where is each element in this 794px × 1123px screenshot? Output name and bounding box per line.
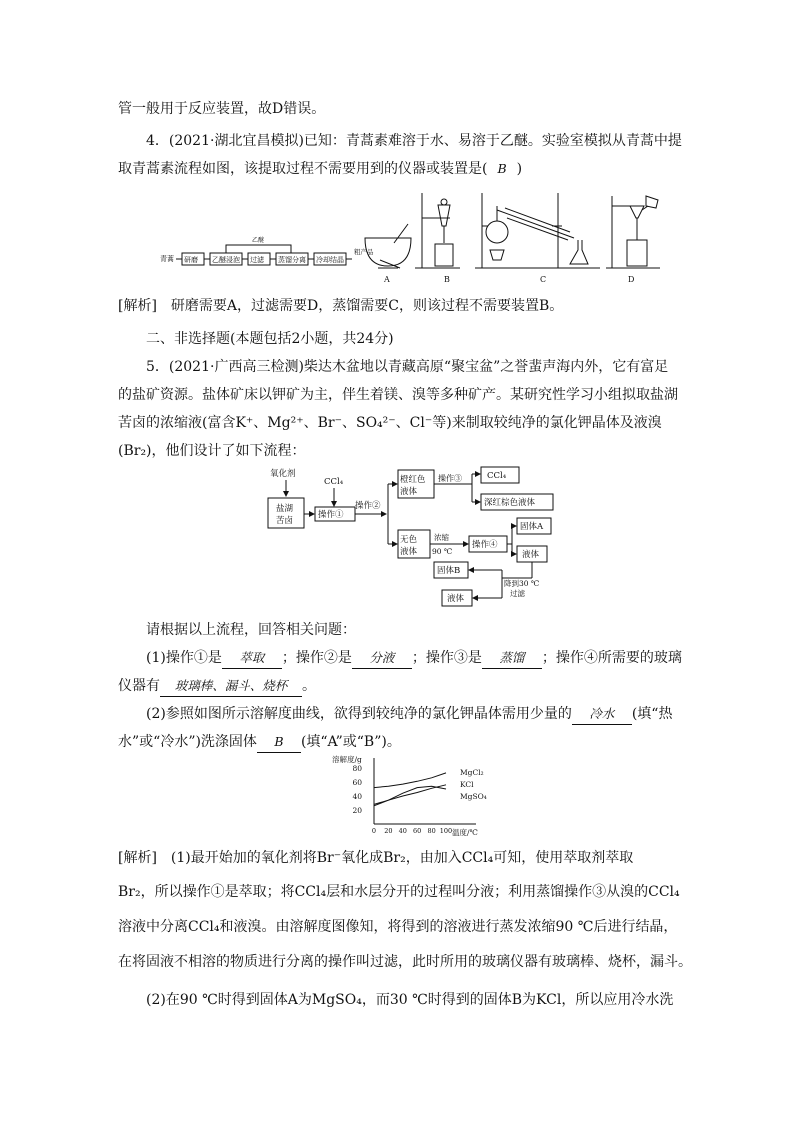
q5-analysis-4: 在将固液不相溶的物质进行分离的操作叫过滤，此时所用的玻璃仪器有玻璃棒、烧杯，漏斗。 — [118, 954, 692, 970]
flow-ccl4-out: CCl₄ — [487, 471, 507, 481]
q4-answer: B — [497, 161, 507, 176]
q4-flow-start: 青蒿 — [160, 255, 174, 263]
x-tick-label: 100 — [439, 827, 453, 835]
q4-analysis: [解析] 研磨需要A，过滤需要D，蒸馏需要C，则该过程不需要装置B。 — [118, 298, 564, 314]
q4-flow-step-3: 过滤 — [250, 256, 264, 264]
apparatus-b-separatory-funnel — [415, 193, 460, 284]
flow-solid-a: 固体A — [520, 522, 544, 532]
x-tick-label: 20 — [384, 827, 393, 835]
q5-line2: 的盐矿资源。盐体矿床以钾矿为主，伴生着镁、溴等多种矿产。某研究性学习小组拟取盐湖 — [118, 387, 678, 403]
q5-flowchart — [262, 462, 572, 614]
flow-liquid-2: 液体 — [447, 594, 465, 604]
y-tick-label: 60 — [352, 778, 362, 787]
flow-op1: 操作① — [318, 510, 344, 520]
x-axis-label: 温度/℃ — [452, 828, 478, 837]
answer-blank-op3: 蒸馏 — [482, 648, 542, 669]
series-line-1 — [374, 773, 446, 788]
x-tick-label: 80 — [427, 827, 436, 835]
flow-liquid: 液体 — [522, 550, 540, 560]
apparatus-label-b: B — [444, 275, 450, 284]
apparatus-label-d: D — [628, 275, 635, 284]
answer-blank-water: 冷水 — [572, 704, 632, 725]
q5-sub2-line2 — [118, 732, 401, 753]
q5-s1-b: ；操作②是 — [281, 650, 352, 666]
y-tick-label: 80 — [352, 764, 362, 773]
section-2-heading: 二、非选择题(本题包括2小题，共24分) — [146, 331, 394, 347]
q5-analysis-3: 溶液中分离CCl₄和液溴。由溶解度图像知，将得到的溶液进行蒸发浓缩90 ℃后进行结晶， — [118, 919, 678, 935]
flow-cool-1: 降到30 ℃ — [504, 579, 540, 588]
flow-op2: 操作② — [355, 501, 381, 511]
q4-flow-loop-label: 乙醚 — [252, 237, 265, 244]
flow-solid-b: 固体B — [437, 566, 461, 576]
answer-blank-op4-glass: 玻璃棒、漏斗、烧杯 — [160, 676, 302, 697]
text-line-p0: 管一般用于反应装置，故D错误。 — [118, 101, 326, 117]
solubility-chart — [330, 754, 510, 838]
q5-sub2-line1 — [146, 704, 672, 725]
flow-conc-1: 浓缩 — [434, 533, 449, 542]
flow-brine-2: 苦卤 — [276, 516, 294, 526]
series-line-3 — [374, 786, 446, 806]
q4-line2-close: ) — [516, 161, 523, 177]
q5-s2-b: (填“热 — [631, 706, 673, 722]
flow-conc-2: 90 ℃ — [432, 547, 453, 556]
q4-flow-step-2: 乙醚浸泡 — [212, 256, 240, 264]
q4-line2 — [118, 159, 522, 179]
apparatus-label-c: C — [540, 275, 547, 284]
q4-flow-end: 粗产品 — [354, 248, 374, 256]
q5-s1-a: (1)操作①是 — [146, 650, 222, 666]
q5-sub1-line2 — [118, 676, 316, 697]
flow-colorless-2: 液体 — [400, 547, 418, 557]
answer-blank-op2: 分液 — [352, 648, 412, 669]
q5-analysis-5: (2)在90 ℃时得到固体A为MgSO₄，而30 ℃时得到的固体B为KCl，所以应用冷水洗 — [146, 992, 674, 1008]
apparatus-d-filtration — [606, 196, 660, 284]
q4-line2-text: 取青蒿素流程如图，该提取过程不需要用到的仪器或装置是( — [118, 161, 488, 177]
answer-blank-op1: 萃取 — [222, 648, 282, 669]
series-label-3: MgSO₄ — [460, 792, 487, 801]
q5-analysis-2: Br₂，所以操作①是萃取；将CCl₄层和水层分开的过程叫分液；利用蒸馏操作③从溴的CCl₄ — [118, 884, 680, 900]
q5-line4: (Br₂)，他们设计了如下流程： — [118, 443, 306, 459]
q5-sub1-line1 — [146, 648, 682, 669]
series-label-1: MgCl₂ — [460, 767, 484, 777]
q4-flowchart — [160, 236, 374, 265]
flow-cool-2: 过滤 — [510, 589, 525, 598]
q5-s1-f: 。 — [302, 678, 316, 694]
x-tick-label: 60 — [413, 827, 422, 835]
q5-s1-c: ；操作③是 — [411, 650, 482, 666]
flow-orange-2: 液体 — [400, 487, 418, 497]
flow-brine-1: 盐湖 — [276, 504, 294, 514]
x-tick-label: 40 — [398, 827, 407, 835]
q5-line1: 5．(2021·广西高三检测)柴达木盆地以青藏高原“聚宝盆”之誉蜚声海内外，它有富足 — [146, 359, 669, 375]
flow-colorless-1: 无色 — [400, 535, 418, 545]
apparatus-label-a: A — [384, 275, 390, 284]
q5-prompt: 请根据以上流程，回答相关问题： — [146, 622, 356, 638]
q5-s2-c: 水”或“冷水”)洗涤固体 — [118, 734, 257, 750]
q4-flow-step-4: 蒸馏分离 — [278, 256, 306, 264]
flow-oxidant: 氧化剂 — [270, 469, 296, 479]
q5-s1-e: 仪器有 — [118, 678, 160, 694]
q4-line1: 4．(2021·湖北宜昌模拟)已知：青蒿素难溶于水、易溶于乙醚。实验室模拟从青蒿中提 — [146, 133, 682, 149]
q5-s2-d: (填“A”或“B”)。 — [300, 734, 401, 750]
q4-flow-step-5: 冷却结晶 — [316, 256, 344, 264]
q5-s2-a: (2)参照如图所示溶解度曲线，欲得到较纯净的氯化钾晶体需用少量的 — [146, 706, 572, 722]
q5-line3: 苦卤的浓缩液(富含K⁺、Mg²⁺、Br⁻、SO₄²⁻、Cl⁻等)来制取较纯净的氯化钾晶体及液溴 — [118, 415, 662, 431]
flow-op3: 操作③ — [438, 474, 462, 483]
flow-ccl4-in: CCl₄ — [324, 477, 344, 487]
apparatus-c-distillation — [475, 193, 600, 284]
x-tick-label: 0 — [371, 827, 377, 835]
series-label-2: KCl — [460, 779, 474, 789]
flow-orange-1: 橙红色 — [400, 475, 426, 485]
q5-s1-d: ；操作④所需要的玻璃 — [541, 650, 682, 666]
y-tick-label: 40 — [352, 792, 362, 801]
flow-deep: 深红棕色液体 — [484, 498, 536, 508]
y-tick-label: 20 — [352, 806, 362, 815]
answer-blank-solid: B — [257, 732, 301, 753]
q4-flow-step-1: 研磨 — [184, 256, 198, 264]
flow-op4: 操作④ — [472, 540, 498, 550]
y-axis-label: 溶解度/g — [332, 755, 362, 764]
q4-figure — [160, 188, 680, 288]
q5-analysis-1: [解析] (1)最开始加的氧化剂将Br⁻氧化成Br₂，由加入CCl₄可知，使用萃取剂萃取 — [118, 850, 634, 866]
